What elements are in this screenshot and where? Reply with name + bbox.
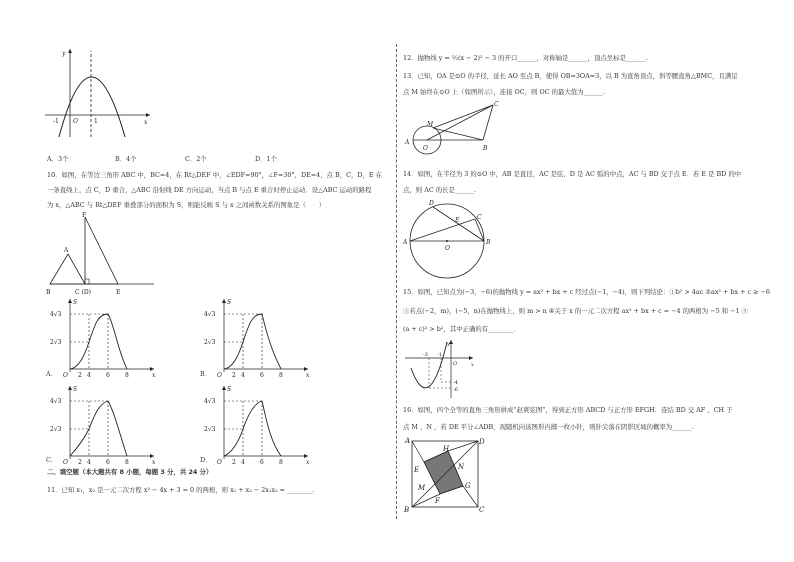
q10-label-e: E <box>116 289 121 296</box>
opt-d-x6: 6 <box>260 459 264 466</box>
q16-label-m: M <box>418 484 426 492</box>
q10-line1: 10．如图，在等边三角形 ABC 中，BC=4，在 Rt△DEF 中，∠EDF=90°，∠F=30°，DE=4，点 B，C，D，E 在 <box>47 171 382 179</box>
opt-a-x4: 4 <box>87 372 91 379</box>
q16-line2: 点 M 、N ，若 DE 平分∠ADB，现随机向该图形内掷一枚小针，则针尖落在阴影区域的概率为______. <box>403 423 694 431</box>
opt-c-s: S <box>73 386 78 393</box>
q9-choice-d[interactable]: D．1个 <box>255 155 277 163</box>
q15-label-neg1: -1 <box>437 352 442 358</box>
opt-b-x4: 4 <box>241 372 245 379</box>
opt-b-o: O <box>217 372 222 379</box>
q16-label-a: A <box>405 437 411 445</box>
q14-label-e: E <box>455 217 460 224</box>
opt-b-x6: 6 <box>260 372 264 379</box>
q10-label-cd: C (D) <box>75 289 91 296</box>
q13-label-b: B <box>483 145 488 152</box>
q10-line2: 一条直线上，点 C，D 重合，△ABC 沿射线 DE 方向运动，当点 B 与点 E 重合时停止运动．设△ABC 运动的路程 <box>47 186 372 194</box>
q11-text: 11．已知 x₁，x₂ 是一元二次方程 x² − 4x + 3 = 0 的两根，则 x₁ + x₂ − 2x₁x₂ = ________. <box>47 486 315 494</box>
q10-triangles-figure <box>44 212 159 302</box>
opt-d-x: x <box>306 459 310 466</box>
q15-line1: 15．如图，已知点为(−3，−6)的抛物线 y = ax² + bx + c 经过点(−1，−4)，则下列结论：①b² > 4ac ②ax² + bx + c ≥ −6 <box>403 288 770 296</box>
column-separator <box>396 44 397 519</box>
q15-label-o: O <box>453 361 458 367</box>
q14-label-b: B <box>486 239 491 246</box>
q15-label-neg4: -4 <box>453 380 458 386</box>
opt-c-x8: 8 <box>125 459 129 466</box>
opt-c-ymid: 2√3 <box>50 426 62 433</box>
q16-label-n: N <box>458 463 465 471</box>
q15-label-y: y <box>447 341 450 347</box>
opt-c-ytop: 4√3 <box>50 398 62 405</box>
q13-label-c: C <box>494 101 499 108</box>
q15-line2: ③若点(−2，m)，(−5，n)在抛物线上，则 m > n ④关于 x 的一元二次方程 ax² + bx + c = −4 的两根为 −5 和 −1 ⑤ <box>403 307 748 315</box>
opt-a-x: x <box>152 372 156 379</box>
q10-label-b: B <box>46 289 51 296</box>
opt-c-x6: 6 <box>106 459 110 466</box>
opt-a-x2: 2 <box>78 372 82 379</box>
q9-choice-b[interactable]: B．4个 <box>115 155 137 163</box>
opt-a-x8: 8 <box>125 372 129 379</box>
opt-d-o: O <box>217 459 222 466</box>
q13-label-m: M <box>427 121 434 128</box>
q13-line1: 13．已知，OA 是⊙O 的半径，延长 AO 至点 B，使得 OB=3OA=3，以 B 为直角顶点，斜等腰直角△BMC，且满足 <box>403 72 738 80</box>
q14-label-c: C <box>477 214 482 221</box>
opt-c-x: x <box>152 459 156 466</box>
opt-b-ymid: 2√3 <box>204 339 216 346</box>
q10-option-graph-d[interactable] <box>196 383 316 465</box>
q10-label-f: F <box>82 212 87 219</box>
opt-a-ytop: 4√3 <box>50 311 62 318</box>
q10-option-d-letter: D． <box>200 456 212 464</box>
opt-a-x6: 6 <box>106 372 110 379</box>
q16-zhaoshuang-figure <box>402 436 486 514</box>
opt-b-x: x <box>306 372 310 379</box>
q16-label-d: D <box>479 438 485 446</box>
graph1-x-label: x <box>144 119 148 126</box>
q10-option-graph-a[interactable] <box>42 296 162 378</box>
opt-a-ymid: 2√3 <box>50 339 62 346</box>
q16-line1: 16．如图，四个全等的直角三角形拼成“赵爽弦图”，得到正方形 ABCD 与正方形 EFGH．连结 BD 交 AF 、CH 于 <box>403 406 733 414</box>
opt-d-ymid: 2√3 <box>204 426 216 433</box>
q15-line3: (a + c)² > b²，其中正确的有________． <box>403 325 521 333</box>
q15-parabola-figure <box>403 338 478 400</box>
q12-text: 12．抛物线 y = ½(x − 2)² − 3 的开口______，对称轴是______，顶点坐标是______. <box>403 54 648 62</box>
q16-label-c: C <box>479 506 485 514</box>
q13-label-o: O <box>423 145 428 152</box>
q16-label-g: G <box>465 482 471 490</box>
q10-option-b-letter: B． <box>200 370 212 378</box>
q9-parabola-graph <box>45 45 155 140</box>
q10-option-graph-c[interactable] <box>42 383 162 465</box>
q14-line2: 点，则 AC 的长是______. <box>403 186 477 194</box>
opt-b-s: S <box>227 299 232 306</box>
q14-label-o: O <box>445 245 450 252</box>
graph1-tick-1: 1 <box>94 118 98 125</box>
q10-option-c-letter: C． <box>46 456 58 464</box>
q13-label-a: A <box>405 139 410 146</box>
opt-b-x8: 8 <box>279 372 283 379</box>
q9-choice-a[interactable]: A．3个 <box>47 155 69 163</box>
q13-circle-figure <box>403 100 508 158</box>
opt-d-ytop: 4√3 <box>204 398 216 405</box>
q13-line2: 点 M 始终在⊙O 上（如图所示），连接 OC，则 OC 的最大值为______. <box>403 88 605 96</box>
opt-a-s: S <box>73 299 78 306</box>
opt-b-x2: 2 <box>232 372 236 379</box>
q14-circle-figure <box>403 198 495 280</box>
q14-line1: 14．如图，在半径为 3 的⊙O 中，AB 是直径，AC 是弦，D 是 AC 弧的中点，AC 与 BD 交于点 E．若 E 是 BD 的中 <box>403 170 742 178</box>
q16-label-f: F <box>435 497 440 505</box>
opt-c-o: O <box>63 459 68 466</box>
q16-label-h: H <box>443 445 450 453</box>
q14-label-a: A <box>403 239 408 246</box>
opt-c-x4: 4 <box>87 459 91 466</box>
q10-option-graph-b[interactable] <box>196 296 316 378</box>
section2-heading: 二、填空题（本大题共有 8 小题，每题 3 分，共 24 分） <box>47 468 213 476</box>
q16-label-b: B <box>404 506 410 514</box>
graph1-origin: O <box>73 118 78 125</box>
q10-label-a: A <box>64 247 69 254</box>
q10-option-a-letter: A． <box>46 370 58 378</box>
opt-d-s: S <box>227 386 232 393</box>
q15-label-neg3: -3 <box>423 352 428 358</box>
q15-label-neg6: -6 <box>453 387 458 393</box>
opt-d-x2: 2 <box>232 459 236 466</box>
q16-label-e: E <box>414 466 420 474</box>
q9-choice-c[interactable]: C．2个 <box>185 155 207 163</box>
opt-b-ytop: 4√3 <box>204 311 216 318</box>
graph1-tick-neg1: -1 <box>53 118 59 125</box>
graph1-y-label: y <box>62 50 66 57</box>
opt-a-o: O <box>63 372 68 379</box>
q14-label-d: D <box>429 200 434 207</box>
q15-label-x: x <box>471 362 474 368</box>
opt-d-x8: 8 <box>279 459 283 466</box>
q10-line3: 为 x，△ABC 与 Rt△DEF 重叠部分的面积为 S，则能反映 S 与 x 之间函数关系的图象是（ ） <box>47 201 326 209</box>
opt-c-x2: 2 <box>78 459 82 466</box>
opt-d-x4: 4 <box>241 459 245 466</box>
